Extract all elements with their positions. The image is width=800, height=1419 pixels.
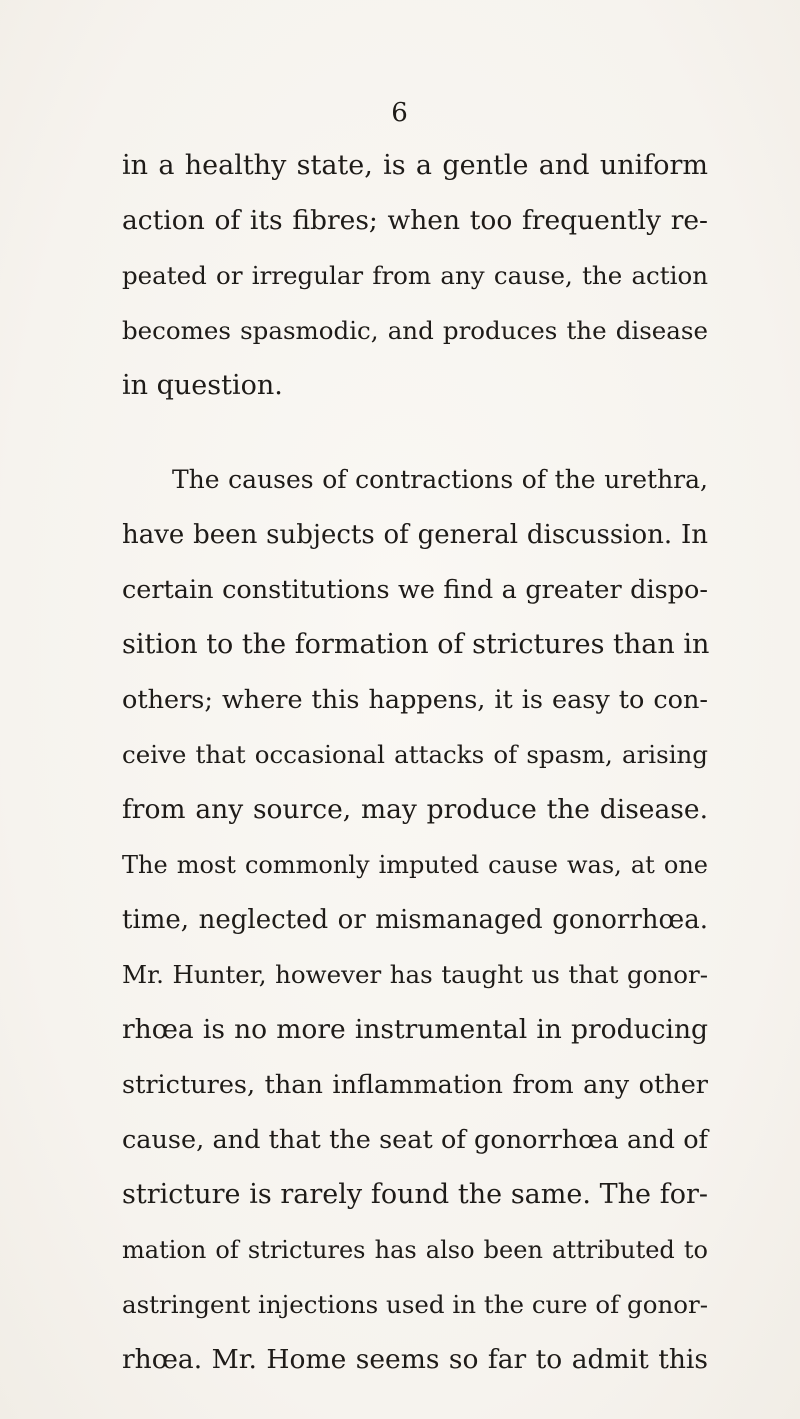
text-line: sition to the formation of strictures than in	[122, 629, 710, 660]
text-line: rhœa. Mr. Home seems so far to admit this	[122, 1344, 708, 1375]
text-line: Mr. Hunter, however has taught us that gonor-	[122, 960, 708, 989]
text-line: cause, and that the seat of gonorrhœa and of	[122, 1125, 708, 1155]
text-line: others; where this happens, it is easy to con-	[122, 685, 708, 715]
text-line: becomes spasmodic, and produces the disease	[122, 316, 708, 345]
text-line: The causes of contractions of the urethra,	[172, 465, 708, 494]
text-line: in a healthy state, is a gentle and uniform	[122, 150, 708, 181]
text-line: ceive that occasional attacks of spasm, arising	[122, 740, 708, 769]
text-line: strictures, than inflammation from any other	[122, 1070, 708, 1100]
text-line: in question.	[122, 370, 283, 401]
text-line: stricture is rarely found the same. The for-	[122, 1179, 708, 1210]
text-line: from any source, may produce the disease.	[122, 794, 708, 825]
text-line: have been subjects of general discussion. In	[122, 520, 708, 550]
page-number: 6	[391, 98, 409, 128]
text-line: peated or irregular from any cause, the action	[122, 261, 708, 290]
text-line: rhœa is no more instrumental in producing	[122, 1014, 708, 1045]
text-line: time, neglected or mismanaged gonorrhœa.	[122, 905, 708, 935]
text-line: mation of strictures has also been attributed to	[122, 1236, 708, 1264]
text-line: astringent injections used in the cure of gonor-	[122, 1290, 708, 1319]
text-line: The most commonly imputed cause was, at one	[122, 851, 708, 879]
text-line: certain constitutions we find a greater dispo-	[122, 575, 708, 605]
text-line: action of its fibres; when too frequently re-	[122, 205, 708, 236]
